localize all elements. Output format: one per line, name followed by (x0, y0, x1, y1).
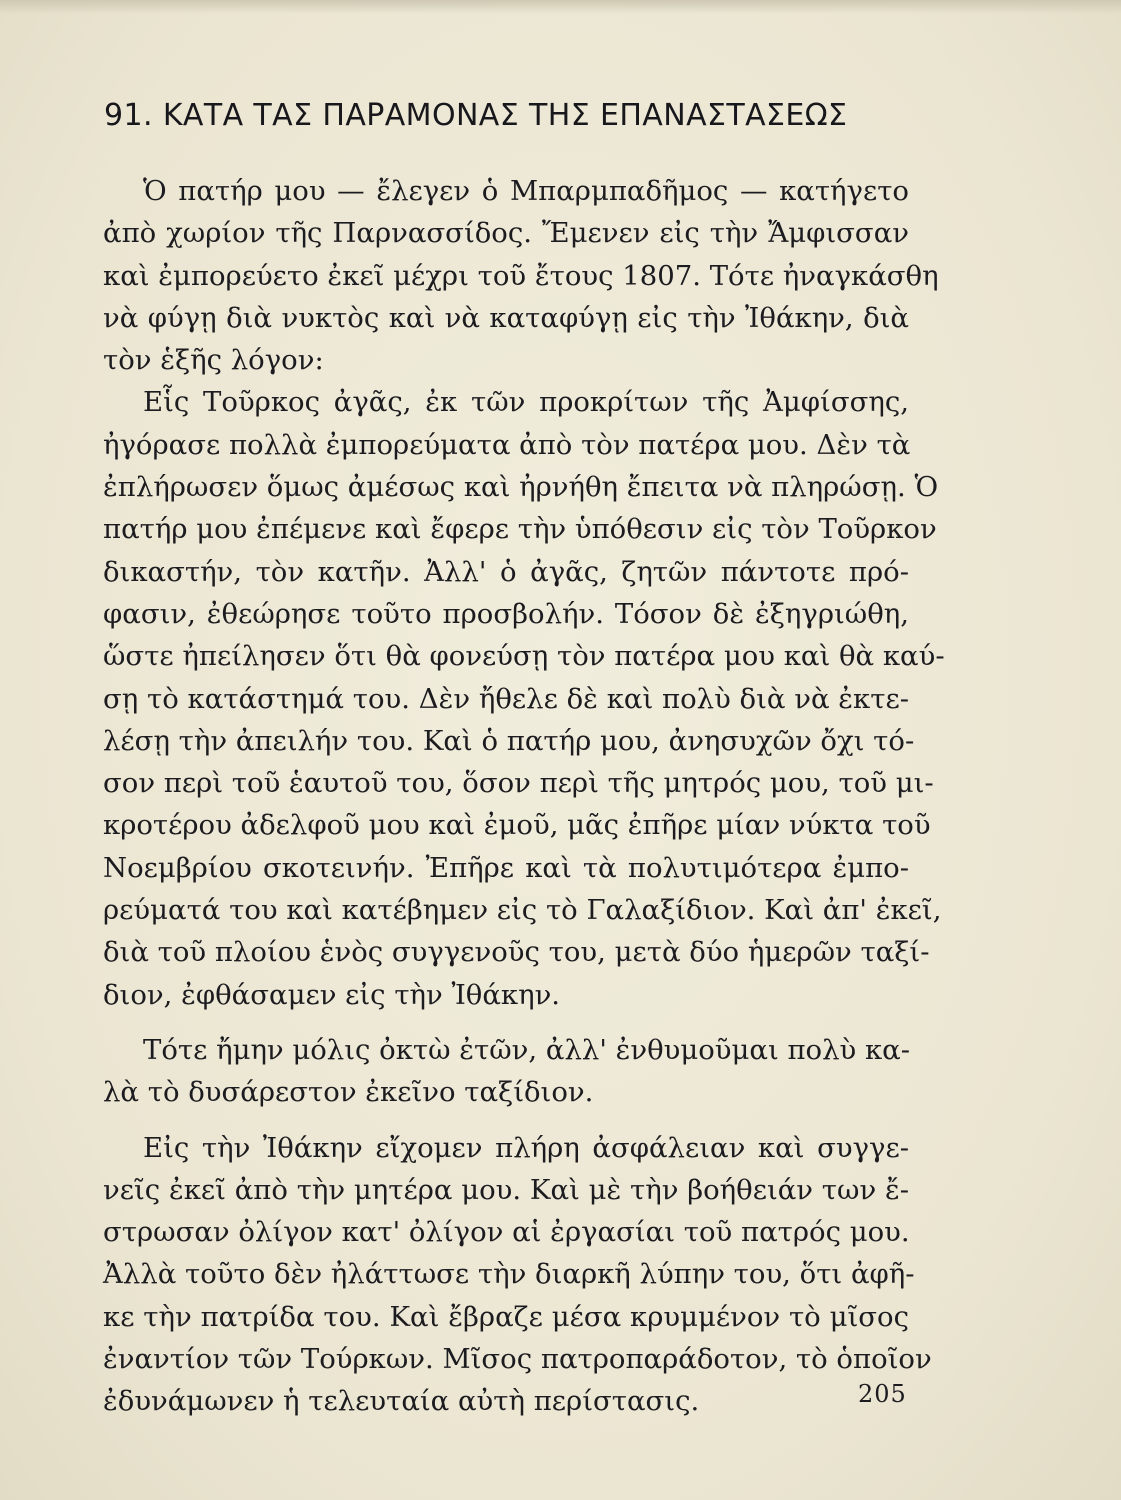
chapter-heading: 91. ΚΑΤΑ ΤΑΣ ΠΑΡΑΜΟΝΑΣ ΤΗΣ ΕΠΑΝΑΣΤΑΣΕΩΣ (104, 98, 848, 133)
text-line: τὸν ἑξῆς λόγον: (103, 344, 324, 377)
text-line: νὰ φύγῃ διὰ νυκτὸς καὶ νὰ καταφύγῃ εἰς τὴν Ἰθάκην, διὰ (103, 301, 909, 334)
text-line: ἐδυνάμωνεν ἡ τελευταία αὐτὴ περίστασις. (103, 1385, 700, 1418)
text-line: ἠγόρασε πολλὰ ἐμπορεύματα ἀπὸ τὸν πατέρα μου. Δὲν τὰ (103, 428, 911, 461)
text-line: καὶ ἐμπορεύετο ἐκεῖ μέχρι τοῦ ἔτους 1807. Τότε ἠναγκάσθη (103, 259, 939, 292)
text-line: ρεύματά του καὶ κατέβημεν εἰς τὸ Γαλαξίδιον. Καὶ ἀπ' ἐκεῖ, (103, 894, 942, 927)
text-line: Ἀλλὰ τοῦτο δὲν ἠλάττωσε τὴν διαρκῆ λύπην του, ὅτι ἀφῆ- (103, 1258, 915, 1291)
text-line: πατήρ μου ἐπέμενε καὶ ἔφερε τὴν ὑπόθεσιν εἰς τὸν Τοῦρκον (103, 513, 937, 546)
text-line: Εἷς Τοῦρκος ἀγᾶς, ἐκ τῶν προκρίτων τῆς Ἀμφίσσης, (143, 386, 909, 419)
text-line: δικαστήν, τὸν κατῆν. Ἀλλ' ὁ ἀγᾶς, ζητῶν πάντοτε πρό- (103, 555, 909, 588)
text-line: ἐπλήρωσεν ὅμως ἀμέσως καὶ ἠρνήθη ἔπειτα νὰ πληρώσῃ. Ὁ (103, 471, 939, 504)
text-line: λέσῃ τὴν ἀπειλήν του. Καὶ ὁ πατήρ μου, ἀνησυχῶν ὄχι τό- (103, 724, 915, 757)
text-line: κε τὴν πατρίδα του. Καὶ ἔβραζε μέσα κρυμμένον τὸ μῖσος (103, 1300, 909, 1333)
text-line: κροτέρου ἀδελφοῦ μου καὶ ἐμοῦ, μᾶς ἐπῆρε μίαν νύκτα τοῦ (103, 809, 931, 842)
paragraph (103, 1029, 909, 1114)
text-line: φασιν, ἐθεώρησε τοῦτο προσβολήν. Τόσον δὲ ἐξηγριώθη, (103, 597, 909, 630)
text-line: ἐναντίον τῶν Τούρκων. Μῖσος πατροπαράδοτον, τὸ ὁποῖον (103, 1343, 932, 1376)
paragraph (103, 381, 945, 1015)
text-line: Νοεμβρίου σκοτεινήν. Ἐπῆρε καὶ τὰ πολυτιμότερα ἐμπο- (103, 851, 909, 884)
text-line: διὰ τοῦ πλοίου ἑνὸς συγγενοῦς του, μετὰ δύο ἡμερῶν ταξί- (103, 936, 930, 969)
body-text (103, 170, 945, 1423)
text-line: διον, ἐφθάσαμεν εἰς τὴν Ἰθάκην. (103, 978, 561, 1011)
text-line: σῃ τὸ κατάστημά του. Δὲν ἤθελε δὲ καὶ πολὺ διὰ νὰ ἐκτε- (103, 682, 909, 715)
text-line: ἀπὸ χωρίον τῆς Παρνασσίδος. Ἔμενεν εἰς τὴν Ἄμφισσαν (103, 217, 909, 250)
page-number: 205 (858, 1380, 907, 1408)
text-line: Ὁ πατήρ μου — ἔλεγεν ὁ Μπαρμπαδῆμος — κατήγετο (143, 175, 909, 207)
text-line: ὥστε ἠπείλησεν ὅτι θὰ φονεύσῃ τὸν πατέρα μου καὶ θὰ καύ- (103, 640, 945, 673)
text-line: Εἰς τὴν Ἰθάκην εἴχομεν πλήρη ἀσφάλειαν καὶ συγγε- (143, 1131, 909, 1164)
text-line: στρωσαν ὀλίγον κατ' ὀλίγον αἱ ἐργασίαι τοῦ πατρός μου. (103, 1216, 910, 1249)
text-line: σον περὶ τοῦ ἑαυτοῦ του, ὅσον περὶ τῆς μητρός μου, τοῦ μι- (103, 767, 934, 800)
text-line: Τότε ἤμην μόλις ὀκτὼ ἐτῶν, ἀλλ' ἐνθυμοῦμαι πολὺ κα- (143, 1033, 911, 1066)
paragraph (103, 170, 939, 381)
text-line: λὰ τὸ δυσάρεστον ἐκεῖνο ταξίδιον. (103, 1076, 594, 1109)
paragraph (103, 1127, 932, 1423)
page-top-shadow (0, 0, 1121, 14)
text-line: νεῖς ἐκεῖ ἀπὸ τὴν μητέρα μου. Καὶ μὲ τὴν βοήθειάν των ἔ- (103, 1173, 909, 1206)
